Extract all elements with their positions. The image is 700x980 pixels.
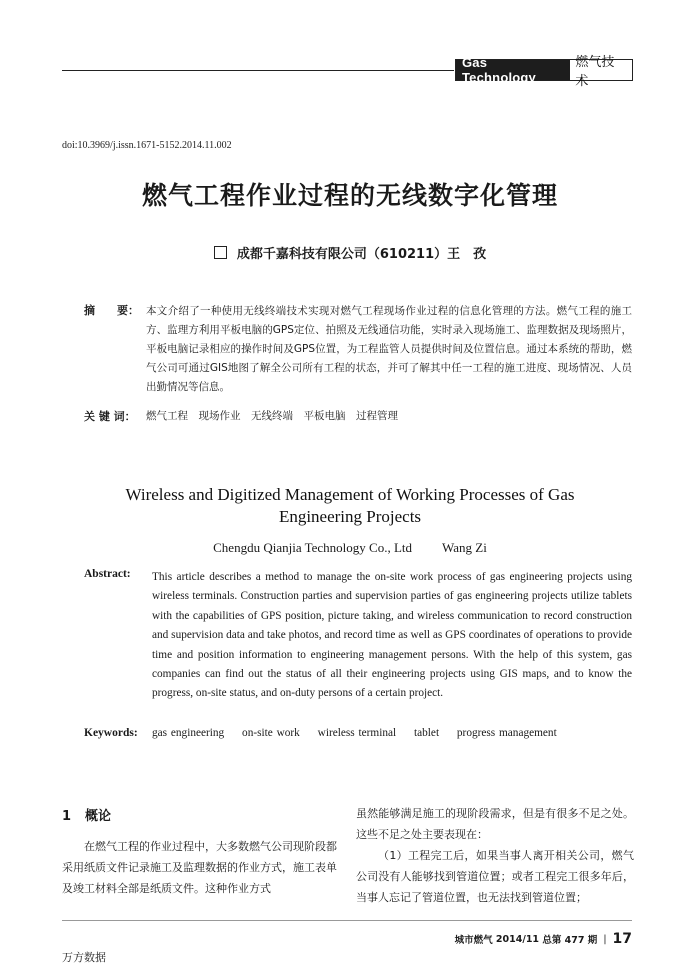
section-number: 1	[62, 809, 72, 824]
abstract-cn-text: 本文介绍了一种使用无线终端技术实现对燃气工程现场作业过程的信息化管理的方法。燃气工程的施工方、监理方利用平板电脑的GPS定位、拍照及无线通信功能，实时录入现场施工、监理数据及现场照片，平板电脑记录相应的操作时间及GPS位置，为工程监管人员提供时间及位置信息。通过本系统的帮助，燃气公司可通过GIS地图了解全公司所有工程的状态，并可了解其中任一工程的施工进度、现场情况、人员出勤情况等信息。	[146, 305, 632, 393]
author-cn	[0, 243, 700, 262]
square-bullet-icon	[214, 246, 227, 259]
title-en-line1: Wireless and Digitized Management of Working Processes of Gas	[125, 485, 575, 504]
keyword-en: gas engineering	[152, 727, 225, 739]
footer-rule	[62, 920, 632, 921]
body-paragraph: （1）工程完工后，如果当事人离开相关公司，燃气公司没有人能够找到管道位置；或者工程完工很多年后，当事人忘记了管道位置，也无法找到管道位置；	[356, 849, 634, 904]
watermark: 万方数据	[62, 951, 106, 964]
body-column-left	[62, 836, 337, 899]
footer-journal: 城市燃气	[454, 935, 493, 946]
section-heading	[62, 805, 111, 824]
author-en-name: Wang Zi	[442, 540, 487, 555]
keywords-cn-text: 燃气工程 现场作业 无线终端 平板电脑 过程管理	[146, 410, 398, 422]
footer-issue: 2014/11	[495, 933, 540, 945]
author-cn-text: 成都千嘉科技有限公司（610211）王 孜	[236, 247, 487, 262]
body-column-right	[356, 803, 634, 908]
title-cn: 燃气工程作业过程的无线数字化管理	[141, 181, 558, 210]
keywords-en-list	[152, 727, 571, 739]
journal-section-en: Gas Technology	[456, 60, 570, 80]
body-paragraph: 在燃气工程的作业过程中，大多数燃气公司现阶段都采用纸质文件记录施工及监理数据的作业方式，施工表单及竣工材料全部是纸质文件。这种作业方式	[62, 840, 337, 895]
title-en-line2: Engineering Projects	[278, 507, 422, 526]
page-number: 17	[612, 931, 632, 947]
body-paragraph: 虽然能够满足施工的现阶段需求，但是有很多不足之处。这些不足之处主要表现在：	[356, 807, 634, 841]
journal-section-badge	[455, 55, 633, 89]
author-en	[0, 540, 700, 556]
author-en-org: Chengdu Qianjia Technology Co., Ltd	[213, 540, 413, 555]
keywords-en-label: Keywords:	[84, 727, 138, 739]
footer-citation	[455, 931, 632, 947]
header-rule	[62, 70, 454, 71]
title-en	[0, 484, 700, 528]
abstract-cn-label: 摘 要：	[84, 304, 139, 317]
footer-separator: |	[603, 933, 607, 945]
keyword-en: progress management	[456, 727, 557, 739]
section-title: 概论	[85, 809, 112, 824]
journal-section-cn: 燃气技术	[575, 55, 615, 89]
abstract-en-label: Abstract:	[84, 568, 131, 580]
footer-total: 总第 477 期	[542, 935, 598, 946]
keyword-en: wireless terminal	[317, 727, 397, 739]
abstract-en-text: This article describes a method to manage the on-site work process of gas engineering projects using wireless terminals. Construction parties and supervision parties of gas engineering projects utilize tablets with the capabilities of GPS position, picture taking, and wireless communication to record construction and supervision data and take photos, and record time as well as GPS coordinates of operations to provide time and position information to engineering management persons. With the help of this system, gas companies can find out the status of all their engineering projects using GIS maps, and to know the progress, on-site status, and on-duty persons of a certain project.	[152, 571, 632, 700]
keywords-cn-label: 关 键 词：	[84, 410, 136, 423]
keyword-en: tablet	[413, 727, 440, 739]
doi: doi:10.3969/j.issn.1671-5152.2014.11.002	[62, 140, 232, 151]
keyword-en: on-site work	[242, 727, 300, 739]
